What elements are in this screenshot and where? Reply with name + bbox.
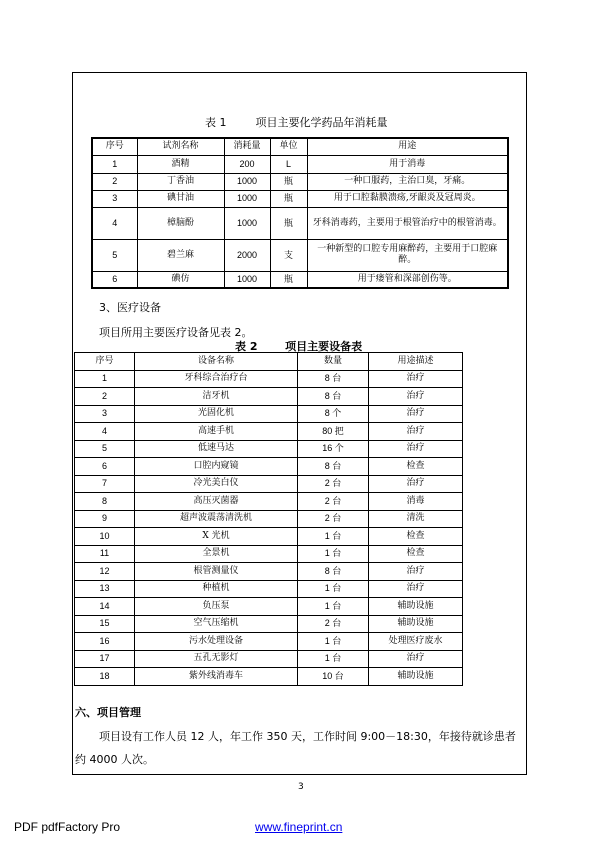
- table-cell: 12: [75, 563, 135, 581]
- table-row: [75, 388, 463, 406]
- table-cell: 空气压缩机: [135, 615, 298, 633]
- table-row: [75, 668, 463, 686]
- table-cell: 7: [75, 475, 135, 493]
- table-cell: 3: [92, 190, 137, 207]
- table-cell: 种植机: [135, 580, 298, 598]
- table-cell: 6: [75, 458, 135, 476]
- table-cell: 用于瘘管和深部创伤等。: [307, 271, 508, 288]
- table-cell: 丁香油: [137, 173, 224, 190]
- table-cell: 10 台: [298, 668, 369, 686]
- header-cell: 数量: [298, 353, 369, 371]
- header-cell: 序号: [75, 353, 135, 371]
- table-cell: 1000: [224, 271, 270, 288]
- table-row: [75, 440, 463, 458]
- section3-heading: 3、医疗设备: [99, 301, 161, 314]
- table-cell: 2: [75, 388, 135, 406]
- header-cell: 消耗量: [224, 138, 270, 155]
- table-cell: 15: [75, 615, 135, 633]
- table-cell: 检查: [369, 528, 463, 546]
- table-cell: 5: [75, 440, 135, 458]
- header-cell: 用途描述: [369, 353, 463, 371]
- table-cell: 紫外线消毒车: [135, 668, 298, 686]
- table-cell: 1 台: [298, 545, 369, 563]
- table-cell: 碘仿: [137, 271, 224, 288]
- table-cell: 18: [75, 668, 135, 686]
- table-cell: 治疗: [369, 388, 463, 406]
- table-cell: 五孔无影灯: [135, 650, 298, 668]
- table-cell: 洁牙机: [135, 388, 298, 406]
- table-cell: 治疗: [369, 370, 463, 388]
- table-cell: 8 台: [298, 563, 369, 581]
- table-cell: 冷光美白仪: [135, 475, 298, 493]
- table-cell: 超声波震荡清洗机: [135, 510, 298, 528]
- table-cell: 11: [75, 545, 135, 563]
- table-cell: 16 个: [298, 440, 369, 458]
- table-cell: 80 把: [298, 423, 369, 441]
- table-cell: 1000: [224, 207, 270, 239]
- page-number: 3: [298, 782, 304, 792]
- table-cell: X 光机: [135, 528, 298, 546]
- table-cell: 1000: [224, 173, 270, 190]
- table-cell: 2 台: [298, 475, 369, 493]
- table-cell: 高速手机: [135, 423, 298, 441]
- table-row: [75, 615, 463, 633]
- table-cell: 1: [92, 155, 137, 173]
- table-cell: 根管测量仪: [135, 563, 298, 581]
- table-cell: 13: [75, 580, 135, 598]
- table-row: [75, 580, 463, 598]
- table-cell: 200: [224, 155, 270, 173]
- table-cell: 口腔内窥镜: [135, 458, 298, 476]
- table-cell: 用于消毒: [307, 155, 508, 173]
- table-cell: 消毒: [369, 493, 463, 511]
- table-cell: 瓶: [270, 173, 307, 190]
- table-cell: 处理医疗废水: [369, 633, 463, 651]
- table-cell: 全景机: [135, 545, 298, 563]
- table-cell: 16: [75, 633, 135, 651]
- table-cell: 光固化机: [135, 405, 298, 423]
- table-cell: 牙科消毒药，主要用于根管治疗中的根管消毒。: [307, 207, 508, 239]
- table-cell: 负压泵: [135, 598, 298, 616]
- table-cell: 3: [75, 405, 135, 423]
- table-row: [75, 528, 463, 546]
- table-cell: 10: [75, 528, 135, 546]
- table-row: [75, 633, 463, 651]
- section6-paragraph-line2: 约 4000 人次。: [75, 753, 154, 766]
- table-cell: 5: [92, 239, 137, 271]
- table-cell: 6: [92, 271, 137, 288]
- table-row: [75, 405, 463, 423]
- table-cell: 4: [92, 207, 137, 239]
- table-row: [92, 271, 508, 288]
- table-cell: 一种新型的口腔专用麻醉药，主要用于口腔麻醉。: [307, 239, 508, 271]
- table-cell: 2: [92, 173, 137, 190]
- header-cell: 设备名称: [135, 353, 298, 371]
- table-cell: 8 台: [298, 388, 369, 406]
- table-cell: 樟脑酚: [137, 207, 224, 239]
- table-cell: 碘甘油: [137, 190, 224, 207]
- table-cell: 4: [75, 423, 135, 441]
- table-row: [75, 458, 463, 476]
- table-cell: 污水处理设备: [135, 633, 298, 651]
- table-cell: 8 台: [298, 370, 369, 388]
- table-row: [92, 190, 508, 207]
- table-cell: 低速马达: [135, 440, 298, 458]
- table-cell: 17: [75, 650, 135, 668]
- table-cell: 14: [75, 598, 135, 616]
- table-cell: 1: [75, 370, 135, 388]
- table-cell: 8 个: [298, 405, 369, 423]
- table-cell: 2 台: [298, 510, 369, 528]
- table-cell: L: [270, 155, 307, 173]
- table-cell: 8: [75, 493, 135, 511]
- table-header-row: [92, 138, 508, 155]
- table-cell: 辅助设施: [369, 668, 463, 686]
- table-cell: 1 台: [298, 633, 369, 651]
- table-cell: 治疗: [369, 423, 463, 441]
- table-cell: 治疗: [369, 580, 463, 598]
- table-cell: 瓶: [270, 207, 307, 239]
- table-cell: 治疗: [369, 475, 463, 493]
- table-cell: 酒精: [137, 155, 224, 173]
- table-cell: 8 台: [298, 458, 369, 476]
- table-cell: 瓶: [270, 190, 307, 207]
- table-cell: 2 台: [298, 493, 369, 511]
- table-cell: 检查: [369, 458, 463, 476]
- table-row: [75, 598, 463, 616]
- table-cell: 2 台: [298, 615, 369, 633]
- table-cell: 治疗: [369, 650, 463, 668]
- table2-caption-title: 项目主要设备表: [285, 340, 363, 353]
- table-cell: 支: [270, 239, 307, 271]
- table-row: [92, 239, 508, 271]
- section3-intro: 项目所用主要医疗设备见表 2。: [99, 326, 253, 339]
- table-cell: 1000: [224, 190, 270, 207]
- table-row: [75, 475, 463, 493]
- table-cell: 一种口服药，主治口臭，牙痛。: [307, 173, 508, 190]
- table-cell: 牙科综合治疗台: [135, 370, 298, 388]
- table2-caption-number: 表 2: [235, 340, 258, 353]
- section6-paragraph-line1: 项目设有工作人员 12 人，年工作 350 天，工作时间 9:00－18:30，年接待就诊患者: [99, 730, 516, 743]
- table-row: [92, 155, 508, 173]
- table-row: [75, 563, 463, 581]
- table-row: [75, 423, 463, 441]
- table-row: [75, 545, 463, 563]
- equipment-table: [74, 352, 463, 686]
- header-cell: 序号: [92, 138, 137, 155]
- table-row: [75, 510, 463, 528]
- table-cell: 治疗: [369, 405, 463, 423]
- table-row: [75, 370, 463, 388]
- table-header-row: [75, 353, 463, 371]
- table-cell: 辅助设施: [369, 598, 463, 616]
- section6-heading: 六、项目管理: [75, 706, 141, 719]
- table-row: [75, 650, 463, 668]
- footer-link[interactable]: www.fineprint.cn: [255, 820, 343, 834]
- table-cell: 瓶: [270, 271, 307, 288]
- table-cell: 高压灭菌器: [135, 493, 298, 511]
- table-cell: 治疗: [369, 440, 463, 458]
- header-cell: 用途: [307, 138, 508, 155]
- table-cell: 1 台: [298, 650, 369, 668]
- table1-caption: [205, 114, 388, 130]
- table-cell: 碧兰麻: [137, 239, 224, 271]
- table-cell: 1 台: [298, 598, 369, 616]
- footer-producer: PDF pdfFactory Pro: [14, 820, 121, 834]
- table-cell: 治疗: [369, 563, 463, 581]
- table-cell: 2000: [224, 239, 270, 271]
- table1-caption-title: 项目主要化学药品年消耗量: [255, 116, 388, 129]
- table-row: [75, 493, 463, 511]
- chemicals-table: [91, 137, 509, 289]
- header-cell: 单位: [270, 138, 307, 155]
- table-cell: 用于口腔黏膜溃疡,牙龈炎及冠周炎。: [307, 190, 508, 207]
- table-cell: 9: [75, 510, 135, 528]
- table-row: [92, 207, 508, 239]
- table-cell: 检查: [369, 545, 463, 563]
- table-cell: 辅助设施: [369, 615, 463, 633]
- table-cell: 1 台: [298, 580, 369, 598]
- table-cell: 清洗: [369, 510, 463, 528]
- table1-caption-number: 表 1: [205, 116, 227, 129]
- table-row: [92, 173, 508, 190]
- table-cell: 1 台: [298, 528, 369, 546]
- header-cell: 试剂名称: [137, 138, 224, 155]
